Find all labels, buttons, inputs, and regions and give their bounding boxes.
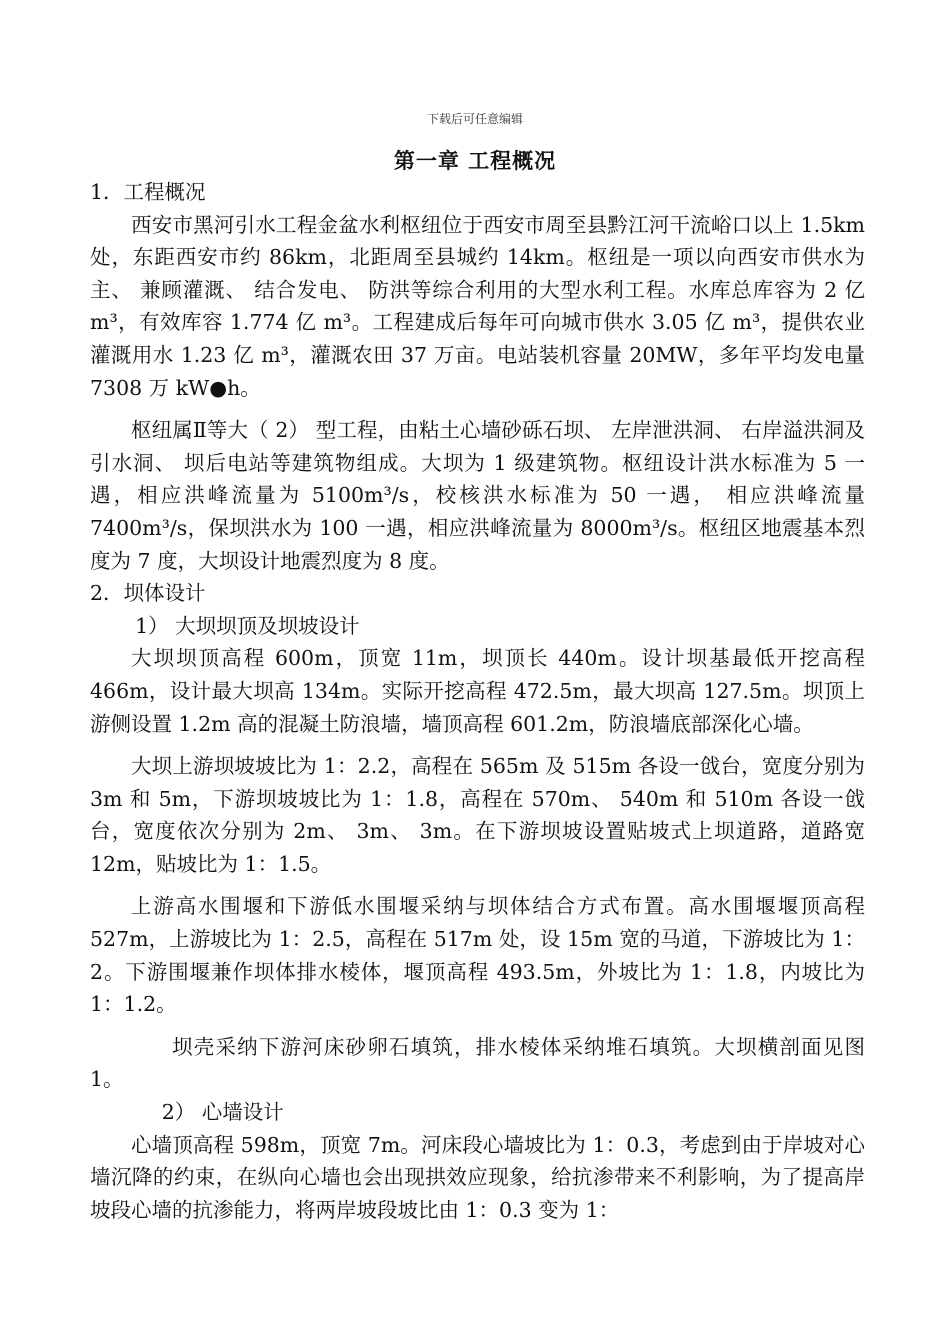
section-2-heading: 2．坝体设计 xyxy=(90,581,206,606)
page-header: 下载后可任意编辑 xyxy=(426,112,523,126)
chapter-title: 第一章 工程概况 xyxy=(393,149,557,173)
section-2-paragraph-5: 心墙顶高程 598m，顶宽 7m。河床段心墙坡比为 1：0.3，考虑到由于岸坡对心墙沉降的约束，在纵向心墙也会出现拱效应现象，给抗渗带来不利影响，为了提高岸坡段心墙的抗渗能力，将两岸坡段坡比由 1：0.3 变为 1： xyxy=(90,1132,865,1222)
subsection-2-1-heading: 1） 大坝坝顶及坝坡设计 xyxy=(135,613,360,638)
section-2-paragraph-3: 上游高水围堰和下游低水围堰采纳与坝体结合方式布置。高水围堰堰顶高程 527m，上游坡比为 1：2.5，高程在 517m 处，设 15m 宽的马道，下游坡比为 1：2。下游围堰兼作坝体排水棱体，堰顶高程 493.5m，外坡比为 1：1.8，内坡比为 1：1.2。 xyxy=(90,894,865,1017)
section-2-paragraph-2: 大坝上游坝坡坡比为 1：2.2，高程在 565m 及 515m 各设一戗台，宽度分别为 3m 和 5m，下游坝坡坡比为 1：1.8，高程在 570m、 540m 和 510m 各设一戗台，宽度依次分别为 2m、 3m、 3m。在下游坝坡设置贴坡式上坝道路，道路宽 12m，贴坡比为 1：1.5。 xyxy=(90,754,865,876)
subsection-2-2-heading: 2） 心墙设计 xyxy=(161,1100,284,1125)
section-2-paragraph-1: 大坝坝顶高程 600m，顶宽 11m，坝顶长 440m。设计坝基最低开挖高程 466m，设计最大坝高 134m。实际开挖高程 472.5m，最大坝高 127.5m。坝顶上游侧设置 1.2m 高的混凝土防浪墙，墙顶高程 601.2m，防浪墙底部深化心墙。 xyxy=(90,646,865,736)
section-1-paragraph-1: 西安市黑河引水工程金盆水利枢纽位于西安市周至县黔江河干流峪口以上 1.5km 处，东距西安市约 86km，北距周至县城约 14km。枢纽是一项以向西安市供水为主、 兼顾灌溉、 结合发电、 防洪等综合利用的大型水利工程。水库总库容为 2 亿 m³，有效库容 1.774 亿 m³。工程建成后每年可向城市供水 3.05 亿 m³，提供农业灌溉用水 1.23 亿 m³，灌溉农田 37 万亩。电站装机容量 20MW，多年平均发电量 7308 万 kW●h。 xyxy=(90,212,865,400)
section-1-paragraph-2: 枢纽属Ⅱ等大（ 2） 型工程，由粘土心墙砂砾石坝、 左岸泄洪洞、 右岸溢洪洞及引水洞、 坝后电站等建筑物组成。大坝为 1 级建筑物。枢纽设计洪水标准为 5 一遇，相应洪峰流量为 5100m³/s，校核洪水标准为 50 一遇， 相应洪峰流量 7400m³/s，保坝洪水为 100 一遇，相应洪峰流量为 8000m³/s。枢纽区地震基本烈度为 7 度，大坝设计地震烈度为 8 度。 xyxy=(90,418,865,573)
section-1-heading: 1．工程概况 xyxy=(90,180,206,204)
document-body xyxy=(90,176,865,1226)
section-2-paragraph-4: 坝壳采纳下游河床砂卵石填筑，排水棱体采纳堆石填筑。大坝横剖面见图 1。 xyxy=(90,1034,865,1092)
